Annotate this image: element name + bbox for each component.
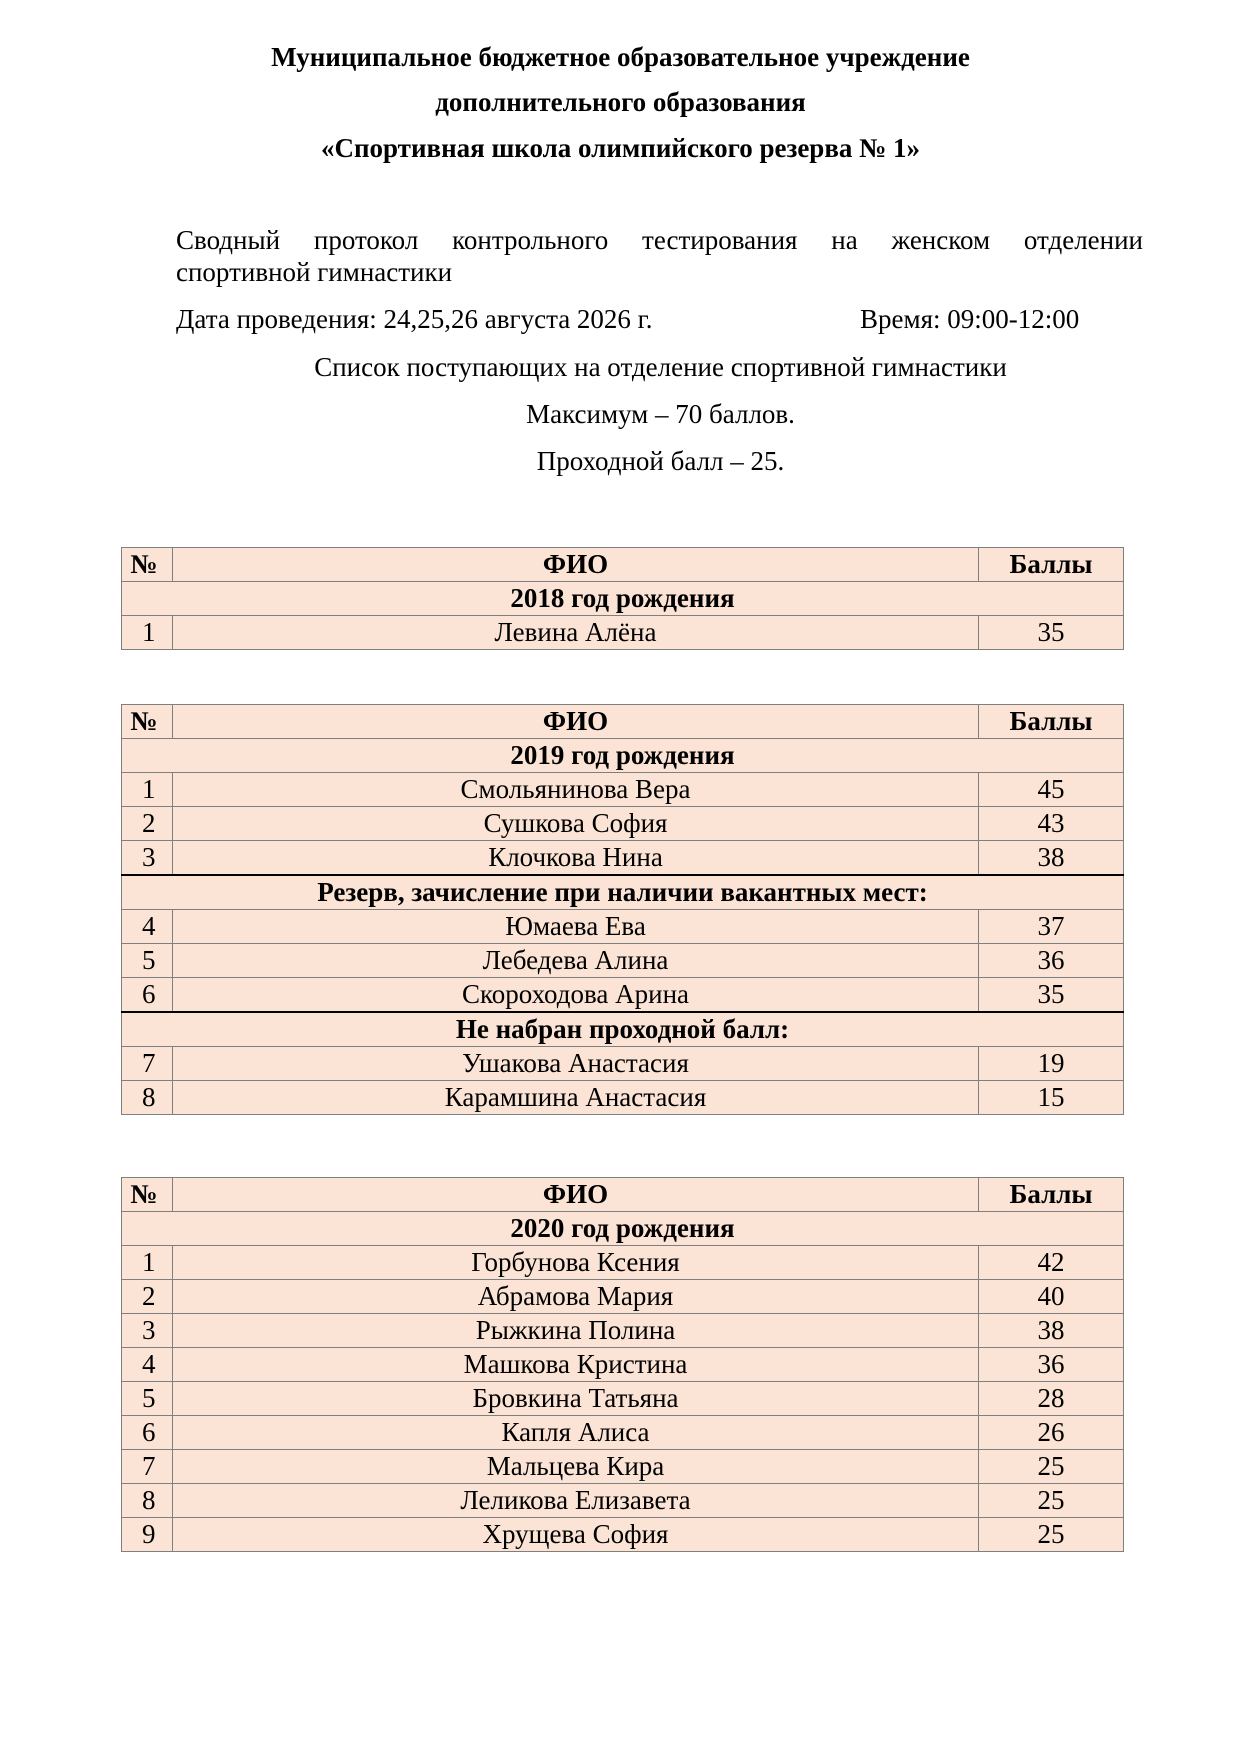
- row-number: 6: [122, 978, 173, 1013]
- row-number: 3: [122, 841, 173, 876]
- table-row: [122, 1450, 1124, 1484]
- athlete-name: Капля Алиса: [173, 1416, 979, 1450]
- org-name-line2: дополнительного образования: [435, 87, 806, 117]
- athlete-name: Бровкина Татьяна: [173, 1382, 979, 1416]
- table-row: [122, 1246, 1124, 1280]
- athlete-score: 36: [979, 1348, 1124, 1382]
- protocol-title-line1: Сводный протокол контрольного тестирования на женском отделении: [176, 225, 1143, 255]
- athlete-score: 15: [979, 1081, 1124, 1115]
- athlete-score: 25: [979, 1518, 1124, 1552]
- table-row: [122, 1382, 1124, 1416]
- athlete-score: 38: [979, 1314, 1124, 1348]
- table-row: [122, 1484, 1124, 1518]
- athlete-score: 36: [979, 944, 1124, 978]
- org-name-line3: «Спортивная школа олимпийского резерва № 1»: [320, 133, 921, 163]
- athlete-name: Карамшина Анастасия: [173, 1081, 979, 1115]
- athlete-name: Клочкова Нина: [173, 841, 979, 876]
- row-number: 5: [122, 944, 173, 978]
- athlete-score: 35: [979, 978, 1124, 1013]
- results-table-2019: [121, 704, 1124, 1115]
- athlete-score: 28: [979, 1382, 1124, 1416]
- athlete-name: Машкова Кристина: [173, 1348, 979, 1382]
- row-number: 8: [122, 1081, 173, 1115]
- table-header-row: [122, 548, 1124, 582]
- table-row: [122, 910, 1124, 944]
- test-time: Время: 09:00-12:00: [860, 304, 1080, 334]
- col-score-header: Баллы: [979, 705, 1124, 739]
- athlete-name: Ушакова Анастасия: [173, 1047, 979, 1081]
- year-group-label: 2018 год рождения: [122, 582, 1124, 616]
- col-num-header: №: [122, 1178, 173, 1212]
- test-date: Дата проведения: 24,25,26 августа 2026 г.: [176, 304, 653, 334]
- results-table-2020: [121, 1177, 1124, 1552]
- athlete-score: 35: [979, 616, 1124, 650]
- table-row: [122, 944, 1124, 978]
- row-number: 9: [122, 1518, 173, 1552]
- col-name-header: ФИО: [173, 548, 979, 582]
- table-row: [122, 841, 1124, 876]
- table-row: [122, 1081, 1124, 1115]
- athlete-name: Левина Алёна: [173, 616, 979, 650]
- col-score-header: Баллы: [979, 548, 1124, 582]
- athlete-score: 37: [979, 910, 1124, 944]
- col-name-header: ФИО: [173, 705, 979, 739]
- table-row: [122, 1047, 1124, 1081]
- athlete-score: 40: [979, 1280, 1124, 1314]
- row-number: 1: [122, 773, 173, 807]
- athlete-score: 38: [979, 841, 1124, 876]
- max-score: Максимум – 70 баллов.: [526, 399, 795, 429]
- table-header-row: [122, 705, 1124, 739]
- org-name-line1: Муниципальное бюджетное образовательное учреждение: [271, 42, 970, 72]
- athlete-score: 25: [979, 1450, 1124, 1484]
- col-num-header: №: [122, 548, 173, 582]
- results-table-2018: [121, 547, 1124, 650]
- table-row: [122, 616, 1124, 650]
- row-number: 2: [122, 1280, 173, 1314]
- row-number: 4: [122, 1348, 173, 1382]
- row-number: 1: [122, 1246, 173, 1280]
- col-name-header: ФИО: [173, 1178, 979, 1212]
- table-row: [122, 1416, 1124, 1450]
- athlete-name: Лебедева Алина: [173, 944, 979, 978]
- row-number: 7: [122, 1450, 173, 1484]
- passing-score: Проходной балл – 25.: [536, 446, 785, 476]
- row-number: 4: [122, 910, 173, 944]
- list-title: Список поступающих на отделение спортивной гимнастики: [314, 352, 1007, 382]
- row-number: 7: [122, 1047, 173, 1081]
- athlete-score: 25: [979, 1484, 1124, 1518]
- row-number: 6: [122, 1416, 173, 1450]
- reserve-group-label: Резерв, зачисление при наличии вакантных мест:: [122, 875, 1124, 910]
- athlete-name: Леликова Елизавета: [173, 1484, 979, 1518]
- table-row: [122, 1518, 1124, 1552]
- row-number: 2: [122, 807, 173, 841]
- athlete-name: Рыжкина Полина: [173, 1314, 979, 1348]
- athlete-name: Скороходова Арина: [173, 978, 979, 1013]
- col-score-header: Баллы: [979, 1178, 1124, 1212]
- table-row: [122, 773, 1124, 807]
- athlete-score: 43: [979, 807, 1124, 841]
- row-number: 8: [122, 1484, 173, 1518]
- table-row: [122, 1348, 1124, 1382]
- athlete-score: 19: [979, 1047, 1124, 1081]
- year-group-label: 2019 год рождения: [122, 739, 1124, 773]
- athlete-score: 26: [979, 1416, 1124, 1450]
- athlete-score: 45: [979, 773, 1124, 807]
- athlete-score: 42: [979, 1246, 1124, 1280]
- col-num-header: №: [122, 705, 173, 739]
- athlete-name: Мальцева Кира: [173, 1450, 979, 1484]
- athlete-name: Юмаева Ева: [173, 910, 979, 944]
- table-row: [122, 1280, 1124, 1314]
- table-row: [122, 978, 1124, 1013]
- row-number: 5: [122, 1382, 173, 1416]
- athlete-name: Горбунова Ксения: [173, 1246, 979, 1280]
- row-number: 1: [122, 616, 173, 650]
- athlete-name: Смольянинова Вера: [173, 773, 979, 807]
- table-header-row: [122, 1178, 1124, 1212]
- athlete-name: Хрущева София: [173, 1518, 979, 1552]
- table-row: [122, 807, 1124, 841]
- athlete-name: Абрамова Мария: [173, 1280, 979, 1314]
- failed-group-label: Не набран проходной балл:: [122, 1012, 1124, 1047]
- row-number: 3: [122, 1314, 173, 1348]
- year-group-label: 2020 год рождения: [122, 1212, 1124, 1246]
- athlete-name: Сушкова София: [173, 807, 979, 841]
- protocol-title-line2: спортивной гимнастики: [176, 257, 453, 287]
- table-row: [122, 1314, 1124, 1348]
